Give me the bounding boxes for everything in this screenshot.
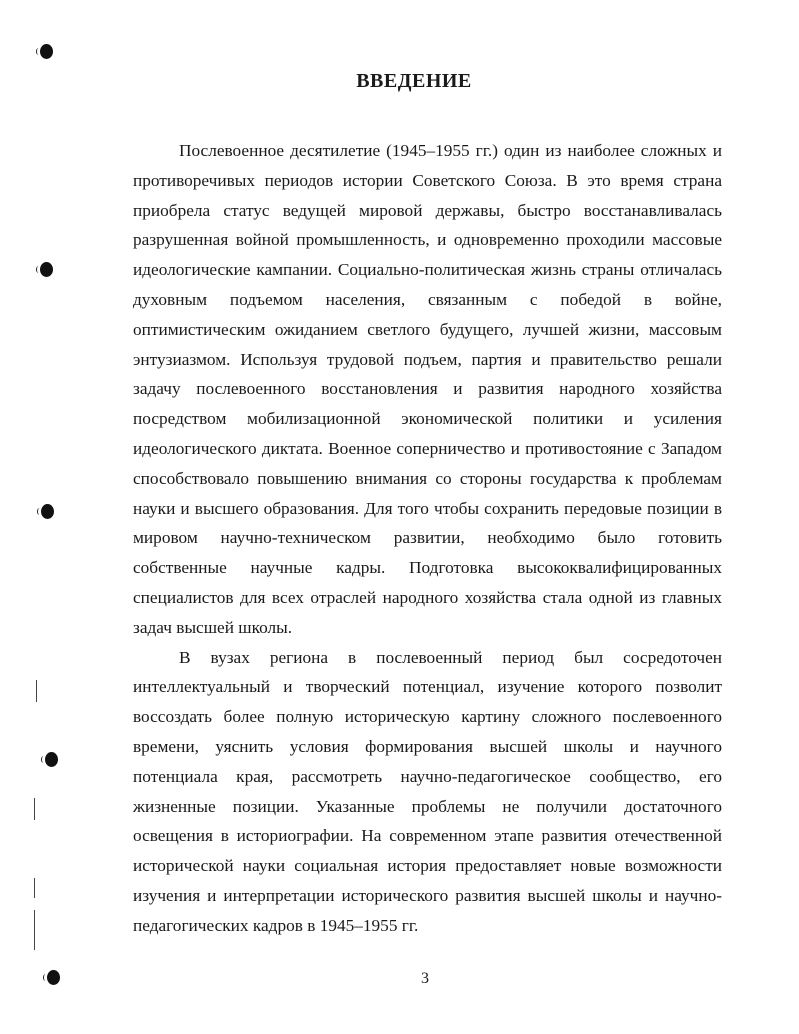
- scan-artifact-line: [34, 798, 35, 820]
- punch-hole-mark: [40, 262, 53, 277]
- paragraph: Послевоенное десятилетие (1945–1955 гг.) один из наиболее сложных и противоречивых периодов истории Советского Союза. В это время страна приобрела статус ведущей мировой державы, быстро восстанавливалась разрушенная войной промышленность, и одновременно проходили массовые идеологические кампании. Социально-политическая жизнь страны отличалась духовным подъемом населения, связанным с победой в войне, оптимистическим ожиданием светлого будущего, лучшей жизни, массовым энтузиазмом. Используя трудовой подъем, партия и правительство решали задачу послевоенного восстановления и развития народного хозяйства посредством мобилизационной экономической политики и усиления идеологического диктата. Военное соперничество и противостояние с Западом способствовало повышению внимания со стороны государства к проблемам науки и высшего образования. Для того чтобы сохранить передовые позиции в мировом научно-техническом развитии, необходимо было готовить собственные научные кадры. Подготовка высококвалифицированных специалистов для всех отраслей народного хозяйства стала одной из главных задач высшей школы.: [133, 141, 722, 637]
- punch-hole-mark: [41, 504, 54, 519]
- scan-artifact-line: [34, 910, 35, 950]
- body-text: [133, 136, 722, 941]
- scan-artifact-line: [34, 878, 35, 898]
- page-title: ВВЕДЕНИЕ: [356, 70, 472, 92]
- page-number: 3: [421, 970, 429, 987]
- scan-artifact-line: [36, 680, 37, 702]
- punch-hole-mark: [40, 44, 53, 59]
- punch-hole-mark: [45, 752, 58, 767]
- paragraph: В вузах региона в послевоенный период был сосредоточен интеллектуальный и творческий потенциал, изучение которого позволит воссоздать более полную историческую картину сложного послевоенного времени, уяснить условия формирования высшей школы и научного потенциала края, рассмотреть научно-педагогическое сообщество, его жизненные позиции. Указанные проблемы не получили достаточного освещения в историографии. На современном этапе развития отечественной исторической науки социальная история предоставляет новые возможности изучения и интерпретации исторического развития высшей школы и научно-педагогических кадров в 1945–1955 гг.: [133, 647, 722, 935]
